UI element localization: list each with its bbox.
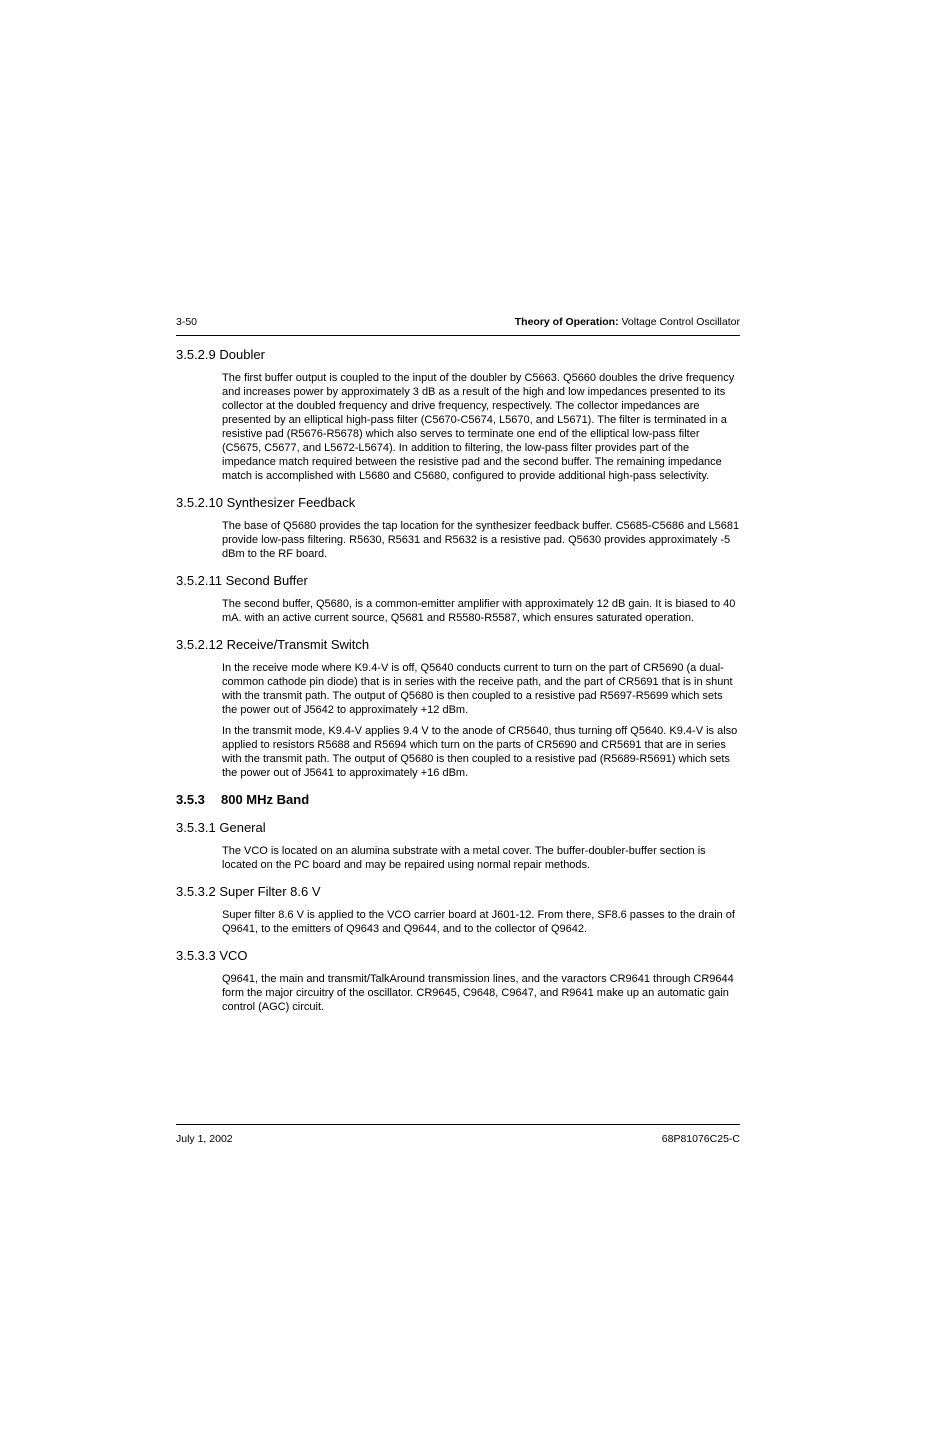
band-number: 3.5.3 bbox=[176, 792, 205, 807]
footer-date: July 1, 2002 bbox=[176, 1133, 233, 1145]
section-heading: 3.5.2.12 Receive/Transmit Switch bbox=[176, 637, 370, 652]
section-paragraph: The base of Q5680 provides the tap location for the synthesizer feedback buffer. C5685-C5686 and L5681 provide low-pass filtering. R5630, R5631 and R5632 is a resistive pad. Q5630 provides approximately -5 dBm to the RF board. bbox=[222, 520, 740, 560]
header-rule bbox=[176, 335, 740, 336]
section-800mhz-band bbox=[176, 791, 740, 808]
section-heading: 3.5.3.3 VCO bbox=[176, 948, 248, 963]
page-number: 3-50 bbox=[176, 316, 198, 328]
band-heading bbox=[176, 791, 740, 808]
section-heading: 3.5.2.10 Synthesizer Feedback bbox=[176, 495, 356, 510]
section-paragraph: Q9641, the main and transmit/TalkAround transmission lines, and the varactors CR9641 through CR9644 form the major circuitry of the oscillator. CR9645, C9648, C9647, and R9641 make up an automatic gain control (AGC) circuit. bbox=[222, 973, 734, 1013]
footer-rule bbox=[176, 1124, 740, 1125]
band-title: 800 MHz Band bbox=[221, 792, 310, 807]
section-paragraph: The first buffer output is coupled to the input of the doubler by C5663. Q5660 doubles the drive frequency and increases power by approximately 3 dB as a result of the high and low impedances presented to its collector at the doubled frequency and drive frequency, respectively. The collector impedances are presented by an elliptical high-pass filter (C5670-C5674, L5670, and L5671). The filter is terminated in a resistive pad (R5676-R5678) which also serves to terminate one end of the elliptical low-pass filter (C5675, C5677, and L5672-L5674). In addition to filtering, the low-pass filter provides part of the impedance match required between the resistive pad and the second buffer. The remaining impedance match is accomplished with L5680 and C5680, configured to provide additional high-pass selectivity. bbox=[222, 372, 735, 482]
section-second-buffer bbox=[176, 572, 740, 625]
section-super-filter bbox=[176, 883, 740, 936]
page-body bbox=[176, 346, 740, 1025]
page-footer bbox=[176, 1133, 740, 1147]
footer-doc-number: 68P81076C25-C bbox=[661, 1133, 740, 1145]
section-paragraph: In the transmit mode, K9.4-V applies 9.4 V to the anode of CR5640, thus turning off Q5640. K9.4-V is also applied to resistors R5688 and R5694 which turn on the parts of CR5690 and CR5691 that are in series with the transmit path. The output of Q5680 is then coupled to a resistive pad (R5689-R5691) which sets the power out of J5641 to approximately +16 dBm. bbox=[222, 725, 738, 779]
section-vco bbox=[176, 947, 740, 1014]
section-doubler bbox=[176, 346, 740, 483]
section-paragraph: The second buffer, Q5680, is a common-emitter amplifier with approximately 12 dB gain. It is biased to 40 mA. with an active current source, Q5681 and R5580-R5587, which ensures saturated operation. bbox=[222, 598, 736, 624]
running-title bbox=[515, 316, 740, 328]
section-paragraph: In the receive mode where K9.4-V is off, Q5640 conducts current to turn on the part of CR5690 (a dual-common cathode pin diode) that is in series with the receive path, and the part of CR5691 that is in shunt with the transmit path. The output of Q5680 is then coupled to a resistive pad R5697-R5699 which sets the power out of J5642 to approximately +12 dBm. bbox=[222, 662, 733, 716]
running-title-bold: Theory of Operation: bbox=[514, 316, 619, 328]
running-title-rest: Voltage Control Oscillator bbox=[618, 316, 740, 328]
page-header bbox=[176, 316, 740, 330]
section-paragraph: The VCO is located on an alumina substrate with a metal cover. The buffer-doubler-buffer section is located on the PC board and may be repaired using normal repair methods. bbox=[222, 845, 706, 871]
section-synthesizer-feedback bbox=[176, 494, 740, 561]
section-receive-transmit-switch bbox=[176, 636, 740, 780]
section-general bbox=[176, 819, 740, 872]
section-paragraph: Super filter 8.6 V is applied to the VCO carrier board at J601-12. From there, SF8.6 passes to the drain of Q9641, to the emitters of Q9643 and Q9644, and to the collector of Q9642. bbox=[222, 909, 735, 935]
section-heading: 3.5.3.1 General bbox=[176, 820, 266, 835]
section-heading: 3.5.3.2 Super Filter 8.6 V bbox=[176, 884, 321, 899]
section-heading: 3.5.2.9 Doubler bbox=[176, 347, 265, 362]
section-heading: 3.5.2.11 Second Buffer bbox=[176, 573, 308, 588]
